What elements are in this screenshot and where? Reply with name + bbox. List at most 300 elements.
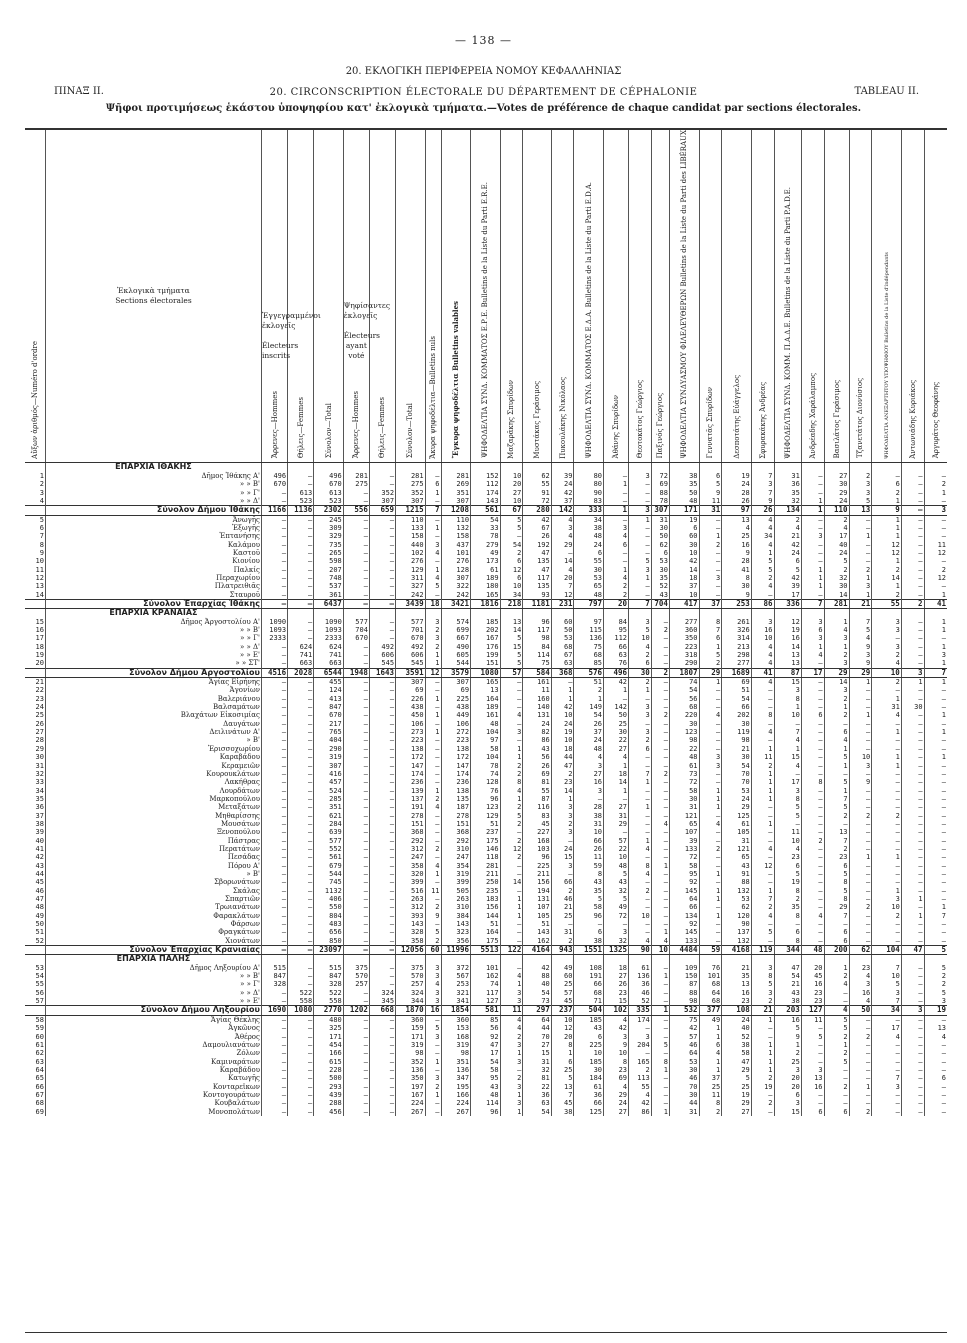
value-cell: 16 bbox=[801, 1083, 824, 1091]
value-cell: 23 bbox=[824, 853, 849, 861]
value-cell: 135 bbox=[523, 582, 551, 590]
value-cell: 704 bbox=[651, 599, 669, 608]
value-cell: 8 bbox=[774, 887, 801, 895]
value-cell: 561 bbox=[314, 853, 344, 861]
value-cell: — bbox=[901, 1066, 924, 1074]
value-cell: — bbox=[425, 678, 441, 687]
value-cell: 335 bbox=[629, 1006, 652, 1015]
empty-cell bbox=[901, 609, 924, 618]
value-cell: 34 bbox=[872, 1006, 902, 1015]
value-cell: 46 bbox=[669, 1074, 699, 1082]
value-cell: 663 bbox=[314, 659, 344, 668]
value-cell: 42 bbox=[629, 1099, 652, 1107]
value-cell: 4 bbox=[801, 912, 824, 920]
value-cell: — bbox=[369, 837, 395, 845]
value-cell: 1136 bbox=[288, 506, 314, 515]
value-cell: 2 bbox=[699, 659, 722, 668]
value-cell: 37 bbox=[699, 599, 722, 608]
value-cell: — bbox=[774, 920, 801, 928]
value-cell: — bbox=[901, 1041, 924, 1049]
value-cell: 48 bbox=[669, 497, 699, 506]
value-cell: 5 bbox=[699, 480, 722, 488]
header-eda: ΨΗΦΟΔΕΛΤΙΑ ΣΥΝΔ. ΚΟΜΜΑΤΟΣ Ε.Δ.Α. Bulletins de la Liste du Parti E.D.A. bbox=[574, 130, 604, 463]
value-cell: — bbox=[369, 634, 395, 642]
value-cell: — bbox=[651, 845, 669, 853]
value-cell: 1854 bbox=[441, 1006, 471, 1015]
value-cell: — bbox=[901, 1083, 924, 1091]
value-cell: 1 bbox=[774, 745, 801, 753]
value-cell: 1 bbox=[924, 678, 947, 687]
value-cell: 3 bbox=[801, 532, 824, 540]
value-cell: 2 bbox=[824, 1033, 849, 1041]
table-row bbox=[25, 634, 947, 642]
value-cell: 2 bbox=[849, 812, 872, 820]
row-number: 50 bbox=[35, 920, 44, 929]
value-cell: 26 bbox=[722, 497, 752, 506]
value-cell: 4 bbox=[722, 524, 752, 532]
value-cell: 6 bbox=[824, 937, 849, 946]
value-cell: — bbox=[369, 711, 395, 719]
value-cell: 35 bbox=[651, 574, 669, 582]
value-cell: 41 bbox=[751, 668, 774, 677]
value-cell: 670 bbox=[261, 480, 287, 488]
value-cell: 417 bbox=[669, 599, 699, 608]
value-cell: 275 bbox=[343, 480, 369, 488]
value-cell: 247 bbox=[396, 853, 426, 861]
value-cell: 68 bbox=[699, 997, 722, 1006]
value-cell: 2 bbox=[629, 736, 652, 744]
header-c5: Θεοτοκάτος Γεώργιος bbox=[629, 130, 652, 463]
value-cell: 30 bbox=[574, 1066, 604, 1074]
value-cell: — bbox=[343, 1108, 369, 1116]
value-cell: — bbox=[699, 703, 722, 711]
value-cell: 30 bbox=[901, 703, 924, 711]
value-cell: — bbox=[901, 803, 924, 811]
value-cell: 7 bbox=[629, 599, 652, 608]
value-cell: 32 bbox=[604, 937, 629, 946]
value-cell: — bbox=[369, 972, 395, 980]
value-cell: 5 bbox=[924, 964, 947, 972]
value-cell: 63 bbox=[604, 651, 629, 659]
value-cell: — bbox=[343, 920, 369, 928]
value-cell: — bbox=[699, 524, 722, 532]
value-cell: — bbox=[288, 1083, 314, 1091]
section-heading: ΕΠΑΡΧΙΑ ΚΡΑΝΑΙΑΣ bbox=[45, 609, 261, 618]
section-name: » » ΣΤ' bbox=[45, 659, 261, 668]
value-cell: 3 bbox=[824, 659, 849, 668]
value-cell: 54 bbox=[774, 972, 801, 980]
value-cell: 440 bbox=[396, 541, 426, 549]
value-cell: 10 bbox=[500, 497, 523, 506]
value-cell: 13 bbox=[849, 506, 872, 515]
value-cell: 10 bbox=[872, 972, 902, 980]
value-cell: — bbox=[500, 736, 523, 744]
value-cell: 29 bbox=[604, 820, 629, 828]
value-cell: 4 bbox=[751, 651, 774, 659]
results-table bbox=[25, 128, 947, 1333]
value-cell: 307 bbox=[396, 678, 426, 687]
value-cell: 250 bbox=[471, 878, 501, 886]
value-cell: — bbox=[261, 1108, 287, 1116]
value-cell: 1 bbox=[824, 745, 849, 753]
value-cell: — bbox=[699, 695, 722, 703]
value-cell: — bbox=[288, 1091, 314, 1099]
value-cell: 14 bbox=[824, 591, 849, 600]
value-cell: — bbox=[751, 695, 774, 703]
value-cell: 12 bbox=[872, 549, 902, 557]
value-cell: 450 bbox=[396, 711, 426, 719]
value-cell: 49 bbox=[471, 549, 501, 557]
value-cell: 138 bbox=[441, 745, 471, 753]
value-cell: 2 bbox=[824, 651, 849, 659]
value-cell: 74 bbox=[471, 770, 501, 778]
value-cell: 27 bbox=[500, 489, 523, 497]
value-cell: 4 bbox=[551, 566, 574, 574]
table-row bbox=[25, 787, 947, 795]
value-cell: 1 bbox=[924, 489, 947, 497]
value-cell: 20 bbox=[774, 1074, 801, 1082]
empty-cell bbox=[314, 609, 344, 618]
empty-cell bbox=[396, 463, 426, 472]
value-cell: — bbox=[604, 920, 629, 928]
value-cell: — bbox=[824, 989, 849, 997]
value-cell: 98 bbox=[396, 1049, 426, 1057]
value-cell: 60 bbox=[669, 532, 699, 540]
value-cell: 25 bbox=[699, 1083, 722, 1091]
value-cell: — bbox=[261, 695, 287, 703]
value-cell: — bbox=[343, 549, 369, 557]
value-cell: — bbox=[288, 582, 314, 590]
section-name: Κουβαλάτων bbox=[45, 1099, 261, 1107]
section-spacer bbox=[25, 955, 45, 964]
value-cell: — bbox=[801, 659, 824, 668]
value-cell: — bbox=[801, 878, 824, 886]
value-cell: 76 bbox=[699, 964, 722, 972]
value-cell: 17 bbox=[872, 1024, 902, 1032]
value-cell: 105 bbox=[722, 828, 752, 836]
value-cell: 102 bbox=[396, 549, 426, 557]
value-cell: 2 bbox=[425, 795, 441, 803]
value-cell: 32 bbox=[604, 887, 629, 895]
value-cell: — bbox=[629, 787, 652, 795]
value-cell: 20 bbox=[551, 1033, 574, 1041]
value-cell: 522 bbox=[314, 989, 344, 997]
value-cell: 1 bbox=[425, 659, 441, 668]
value-cell: — bbox=[801, 524, 824, 532]
value-cell: 184 bbox=[574, 1074, 604, 1082]
value-cell: 127 bbox=[801, 1006, 824, 1015]
value-cell: 231 bbox=[551, 599, 574, 608]
value-cell: 48 bbox=[471, 1091, 501, 1099]
empty-cell bbox=[261, 463, 287, 472]
value-cell: — bbox=[801, 678, 824, 687]
value-cell: — bbox=[288, 1015, 314, 1024]
value-cell: 360 bbox=[669, 626, 699, 634]
value-cell: 9 bbox=[604, 1041, 629, 1049]
value-cell: 624 bbox=[314, 643, 344, 651]
value-cell: 281 bbox=[396, 472, 426, 480]
value-cell: — bbox=[288, 753, 314, 761]
value-cell: 30 bbox=[824, 582, 849, 590]
value-cell: — bbox=[288, 895, 314, 903]
value-cell: 121 bbox=[669, 812, 699, 820]
value-cell: — bbox=[651, 745, 669, 753]
table-row bbox=[25, 1015, 947, 1024]
value-cell: 16 bbox=[722, 989, 752, 997]
header-sections-fr: Sections électorales bbox=[115, 296, 192, 306]
value-cell: 10 bbox=[500, 472, 523, 480]
value-cell: 2 bbox=[699, 541, 722, 549]
value-cell: — bbox=[500, 920, 523, 928]
value-cell: 404 bbox=[314, 736, 344, 744]
value-cell: 5 bbox=[500, 651, 523, 659]
value-cell: 1 bbox=[500, 903, 523, 911]
value-cell: 1 bbox=[924, 753, 947, 761]
value-cell: 4 bbox=[699, 1049, 722, 1057]
value-cell: 40 bbox=[824, 541, 849, 549]
value-cell: 45 bbox=[551, 997, 574, 1006]
value-cell: 51 bbox=[471, 820, 501, 828]
section-name: Κοντογουράτων bbox=[45, 1091, 261, 1099]
value-cell: — bbox=[288, 574, 314, 582]
value-cell: 4 bbox=[774, 524, 801, 532]
row-number: 17 bbox=[35, 634, 44, 643]
value-cell: — bbox=[369, 1041, 395, 1049]
value-cell: 54 bbox=[471, 1058, 501, 1066]
value-cell: 45 bbox=[551, 1099, 574, 1107]
value-cell: — bbox=[629, 480, 652, 488]
value-cell: 496 bbox=[314, 472, 344, 480]
value-cell: — bbox=[261, 770, 287, 778]
value-cell: — bbox=[261, 762, 287, 770]
table-row bbox=[25, 837, 947, 845]
value-cell: 47 bbox=[523, 566, 551, 574]
section-name: Βαλεριάνου bbox=[45, 695, 261, 703]
value-cell: 3 bbox=[849, 582, 872, 590]
empty-cell bbox=[699, 463, 722, 472]
value-cell: — bbox=[288, 549, 314, 557]
value-cell: 3 bbox=[500, 1041, 523, 1049]
section-name: » » Ε' bbox=[45, 651, 261, 659]
value-cell: 12 bbox=[500, 566, 523, 574]
table-row bbox=[25, 895, 947, 903]
section-name: Σβορωνάτων bbox=[45, 878, 261, 886]
value-cell: — bbox=[872, 795, 902, 803]
value-cell: — bbox=[824, 1074, 849, 1082]
value-cell: 91 bbox=[722, 870, 752, 878]
section-name: Πεσάδας bbox=[45, 853, 261, 861]
value-cell: 27 bbox=[604, 745, 629, 753]
value-cell: 76 bbox=[471, 787, 501, 795]
section-name: Τρωιανάτων bbox=[45, 903, 261, 911]
row-number bbox=[25, 599, 45, 608]
empty-cell bbox=[699, 955, 722, 964]
value-cell: 47 bbox=[901, 946, 924, 955]
value-cell: 123 bbox=[669, 728, 699, 736]
value-cell: 32 bbox=[824, 574, 849, 582]
value-cell: — bbox=[651, 853, 669, 861]
value-cell: — bbox=[425, 720, 441, 728]
value-cell: — bbox=[500, 887, 523, 895]
value-cell: 134 bbox=[669, 912, 699, 920]
value-cell: — bbox=[801, 549, 824, 557]
value-cell: 97 bbox=[471, 736, 501, 744]
value-cell: 1181 bbox=[523, 599, 551, 608]
value-cell: — bbox=[801, 1024, 824, 1032]
section-name: Κουρουκλάτων bbox=[45, 770, 261, 778]
value-cell: 3 bbox=[500, 1058, 523, 1066]
table-header bbox=[25, 130, 947, 463]
row-number bbox=[25, 668, 45, 677]
value-cell: 10 bbox=[849, 753, 872, 761]
section-name: Ἀγκῶνος bbox=[45, 1024, 261, 1032]
value-cell: 23 bbox=[604, 1066, 629, 1074]
header-order: Αὔξων ἀριθμός—Numéro d'ordre bbox=[25, 130, 45, 463]
value-cell: 9 bbox=[722, 549, 752, 557]
value-cell: 16 bbox=[774, 1015, 801, 1024]
value-cell: — bbox=[901, 964, 924, 972]
value-cell: 14 bbox=[604, 778, 629, 786]
empty-cell bbox=[551, 463, 574, 472]
section-name: » » Δ' bbox=[45, 643, 261, 651]
value-cell: — bbox=[901, 1033, 924, 1041]
value-cell: — bbox=[369, 1108, 395, 1116]
value-cell: 1 bbox=[551, 1049, 574, 1057]
value-cell: 135 bbox=[441, 795, 471, 803]
value-cell: — bbox=[924, 778, 947, 786]
value-cell: 161 bbox=[471, 711, 501, 719]
value-cell: — bbox=[343, 1083, 369, 1091]
value-cell: 3 bbox=[801, 618, 824, 626]
section-name: Δειλινάτων Α' bbox=[45, 728, 261, 736]
value-cell: 195 bbox=[441, 1083, 471, 1091]
value-cell: 83 bbox=[574, 497, 604, 506]
value-cell: — bbox=[425, 532, 441, 540]
value-cell: 1 bbox=[924, 591, 947, 600]
value-cell: — bbox=[901, 736, 924, 744]
value-cell: — bbox=[901, 695, 924, 703]
value-cell: — bbox=[629, 762, 652, 770]
empty-cell bbox=[651, 609, 669, 618]
value-cell: — bbox=[699, 812, 722, 820]
header-ere: ΨΗΦΟΔΕΛΤΙΑ ΣΥΝΔ. ΚΟΜΜΑΤΟΣ Ε.Ρ.Ε. Bulletins de la Liste du Parti E.R.E. bbox=[471, 130, 501, 463]
value-cell: 7 bbox=[801, 599, 824, 608]
value-cell: — bbox=[369, 532, 395, 540]
value-cell: — bbox=[924, 1058, 947, 1066]
value-cell: 5 bbox=[500, 634, 523, 642]
value-cell: 10 bbox=[774, 711, 801, 719]
empty-cell bbox=[551, 609, 574, 618]
value-cell: — bbox=[901, 753, 924, 761]
empty-cell bbox=[471, 609, 501, 618]
value-cell: 21 bbox=[722, 745, 752, 753]
value-cell: — bbox=[369, 745, 395, 753]
value-cell: 10 bbox=[604, 1049, 629, 1057]
value-cell: — bbox=[801, 753, 824, 761]
value-cell: 38 bbox=[722, 1041, 752, 1049]
value-cell: 53 bbox=[722, 787, 752, 795]
value-cell: — bbox=[849, 770, 872, 778]
value-cell: — bbox=[288, 480, 314, 488]
value-cell: 50 bbox=[604, 711, 629, 719]
row-number: 64 bbox=[35, 1065, 44, 1074]
value-cell: 1 bbox=[651, 972, 669, 980]
value-cell: 1870 bbox=[396, 1006, 426, 1015]
value-cell: — bbox=[369, 686, 395, 694]
value-cell: — bbox=[801, 937, 824, 946]
value-cell: — bbox=[343, 778, 369, 786]
value-cell: — bbox=[824, 920, 849, 928]
value-cell: — bbox=[500, 862, 523, 870]
value-cell: — bbox=[924, 1099, 947, 1107]
value-cell: — bbox=[261, 643, 287, 651]
value-cell: 211 bbox=[523, 870, 551, 878]
value-cell: 1 bbox=[872, 557, 902, 565]
value-cell: 2 bbox=[629, 678, 652, 687]
value-cell: 522 bbox=[288, 989, 314, 997]
value-cell: 2 bbox=[699, 1108, 722, 1116]
value-cell: 19 bbox=[722, 1091, 752, 1099]
value-cell: 577 bbox=[314, 837, 344, 845]
value-cell: 62 bbox=[651, 541, 669, 549]
value-cell: 8 bbox=[774, 795, 801, 803]
value-cell: 62 bbox=[722, 903, 752, 911]
header-sections bbox=[45, 130, 261, 463]
value-cell: — bbox=[699, 903, 722, 911]
value-cell: — bbox=[343, 946, 369, 955]
row-number bbox=[25, 946, 45, 955]
value-cell: 202 bbox=[471, 626, 501, 634]
value-cell: 73 bbox=[523, 997, 551, 1006]
value-cell: 15 bbox=[774, 753, 801, 761]
value-cell: 570 bbox=[343, 972, 369, 980]
value-cell: 204 bbox=[629, 1041, 652, 1049]
value-cell: 2 bbox=[699, 845, 722, 853]
value-cell: 138 bbox=[396, 745, 426, 753]
value-cell: — bbox=[369, 845, 395, 853]
section-name: Δαμουλιανάτων bbox=[45, 1041, 261, 1049]
value-cell: 6 bbox=[551, 1058, 574, 1066]
value-cell: — bbox=[849, 686, 872, 694]
value-cell: 285 bbox=[314, 795, 344, 803]
value-cell: — bbox=[425, 778, 441, 786]
value-cell: — bbox=[751, 1033, 774, 1041]
value-cell: — bbox=[500, 686, 523, 694]
value-cell: 4 bbox=[425, 980, 441, 988]
empty-cell bbox=[314, 955, 344, 964]
value-cell: 344 bbox=[774, 946, 801, 955]
value-cell: 5 bbox=[824, 1024, 849, 1032]
value-cell: — bbox=[629, 903, 652, 911]
row-number: 8 bbox=[39, 540, 44, 549]
value-cell: 2 bbox=[500, 770, 523, 778]
value-cell: 437 bbox=[441, 541, 471, 549]
value-cell: 60 bbox=[551, 972, 574, 980]
value-cell: — bbox=[629, 828, 652, 836]
value-cell: — bbox=[288, 928, 314, 936]
value-cell: 2 bbox=[872, 678, 902, 687]
value-cell: 27 bbox=[604, 1108, 629, 1116]
value-cell: 2 bbox=[651, 711, 669, 719]
value-cell: 90 bbox=[629, 946, 652, 955]
value-cell: 237 bbox=[551, 1006, 574, 1015]
value-cell: — bbox=[261, 678, 287, 687]
value-cell: 5 bbox=[774, 566, 801, 574]
value-cell: 8 bbox=[722, 574, 752, 582]
value-cell: — bbox=[849, 1049, 872, 1057]
value-cell: 310 bbox=[441, 845, 471, 853]
empty-cell bbox=[629, 463, 652, 472]
